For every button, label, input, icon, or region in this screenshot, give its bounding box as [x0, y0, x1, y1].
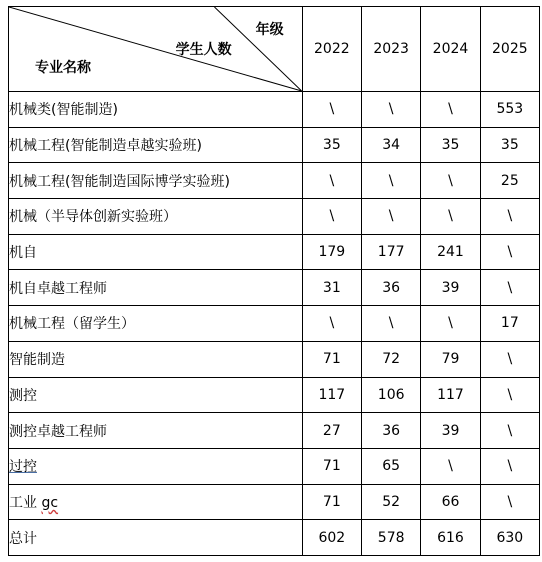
major-name-cell: 机械工程(智能制造国际博学实验班)	[9, 163, 303, 199]
value-cell: \	[480, 448, 539, 484]
value-cell: 179	[302, 234, 361, 270]
major-name-cell	[9, 448, 303, 484]
total-value-cell: 602	[302, 520, 361, 556]
major-name-cell: 机械类(智能制造)	[9, 92, 303, 128]
value-cell: \	[361, 163, 420, 199]
major-name-cell: 机自卓越工程师	[9, 270, 303, 306]
total-value-cell: 578	[361, 520, 420, 556]
year-header-label: 年级	[255, 22, 284, 38]
value-cell: \	[480, 377, 539, 413]
table-row	[9, 448, 540, 484]
value-cell: 117	[302, 377, 361, 413]
value-cell: \	[302, 92, 361, 128]
value-cell: 72	[361, 341, 420, 377]
major-name-cell: 智能制造	[9, 341, 303, 377]
value-cell: \	[421, 163, 480, 199]
value-cell: \	[361, 92, 420, 128]
value-cell: 52	[361, 484, 420, 520]
major-name-cell: 机自	[9, 234, 303, 270]
total-label-cell: 总计	[9, 520, 303, 556]
value-cell: \	[361, 306, 420, 342]
value-cell: 34	[361, 127, 420, 163]
spellcheck-flagged-text: gc	[41, 494, 59, 511]
total-value-cell: 630	[480, 520, 539, 556]
year-header-2023: 2023	[361, 7, 420, 92]
major-name-cell: 机械工程（留学生）	[9, 306, 303, 342]
value-cell: \	[480, 341, 539, 377]
value-cell: 66	[421, 484, 480, 520]
total-value-cell: 616	[421, 520, 480, 556]
table-row	[9, 413, 540, 449]
value-cell: 39	[421, 413, 480, 449]
table-row	[9, 92, 540, 128]
value-cell: \	[302, 199, 361, 235]
value-cell: 117	[421, 377, 480, 413]
value-cell: \	[480, 270, 539, 306]
year-header-2025: 2025	[480, 7, 539, 92]
value-cell: 71	[302, 341, 361, 377]
value-cell: 71	[302, 484, 361, 520]
major-name-text: 过控	[9, 459, 37, 476]
value-cell: \	[361, 199, 420, 235]
value-cell: 241	[421, 234, 480, 270]
major-name-cell: 机械工程(智能制造卓越实验班)	[9, 127, 303, 163]
value-cell: 17	[480, 306, 539, 342]
value-cell: \	[302, 163, 361, 199]
year-header-2022: 2022	[302, 7, 361, 92]
table-row	[9, 306, 540, 342]
year-header-2024: 2024	[421, 7, 480, 92]
value-cell: 35	[421, 127, 480, 163]
major-name-cell: 测控	[9, 377, 303, 413]
student-count-header-label: 学生人数	[175, 42, 232, 58]
value-cell: \	[421, 448, 480, 484]
table-row	[9, 377, 540, 413]
table-row	[9, 127, 540, 163]
table-row	[9, 270, 540, 306]
major-name-cell	[9, 484, 303, 520]
value-cell: \	[421, 92, 480, 128]
value-cell: 553	[480, 92, 539, 128]
table-row	[9, 341, 540, 377]
diagonal-header-cell	[9, 7, 303, 92]
value-cell: 25	[480, 163, 539, 199]
value-cell: 35	[480, 127, 539, 163]
value-cell: \	[480, 484, 539, 520]
table-row	[9, 163, 540, 199]
table-row	[9, 234, 540, 270]
major-name-cell: 测控卓越工程师	[9, 413, 303, 449]
major-name-header-label: 专业名称	[35, 60, 91, 76]
value-cell: 106	[361, 377, 420, 413]
value-cell: \	[480, 199, 539, 235]
value-cell: 71	[302, 448, 361, 484]
value-cell: \	[480, 413, 539, 449]
table-row	[9, 199, 540, 235]
value-cell: 31	[302, 270, 361, 306]
value-cell: \	[421, 306, 480, 342]
value-cell: 79	[421, 341, 480, 377]
value-cell: 177	[361, 234, 420, 270]
major-name-cell: 机械（半导体创新实验班）	[9, 199, 303, 235]
value-cell: \	[480, 234, 539, 270]
value-cell: \	[302, 306, 361, 342]
value-cell: 27	[302, 413, 361, 449]
value-cell: 39	[421, 270, 480, 306]
major-name-prefix: 工业	[9, 494, 42, 511]
enrollment-table	[8, 6, 540, 556]
table-row	[9, 484, 540, 520]
value-cell: \	[421, 199, 480, 235]
total-row	[9, 520, 540, 556]
value-cell: 36	[361, 413, 420, 449]
value-cell: 65	[361, 448, 420, 484]
header-row	[9, 7, 540, 92]
value-cell: 36	[361, 270, 420, 306]
value-cell: 35	[302, 127, 361, 163]
